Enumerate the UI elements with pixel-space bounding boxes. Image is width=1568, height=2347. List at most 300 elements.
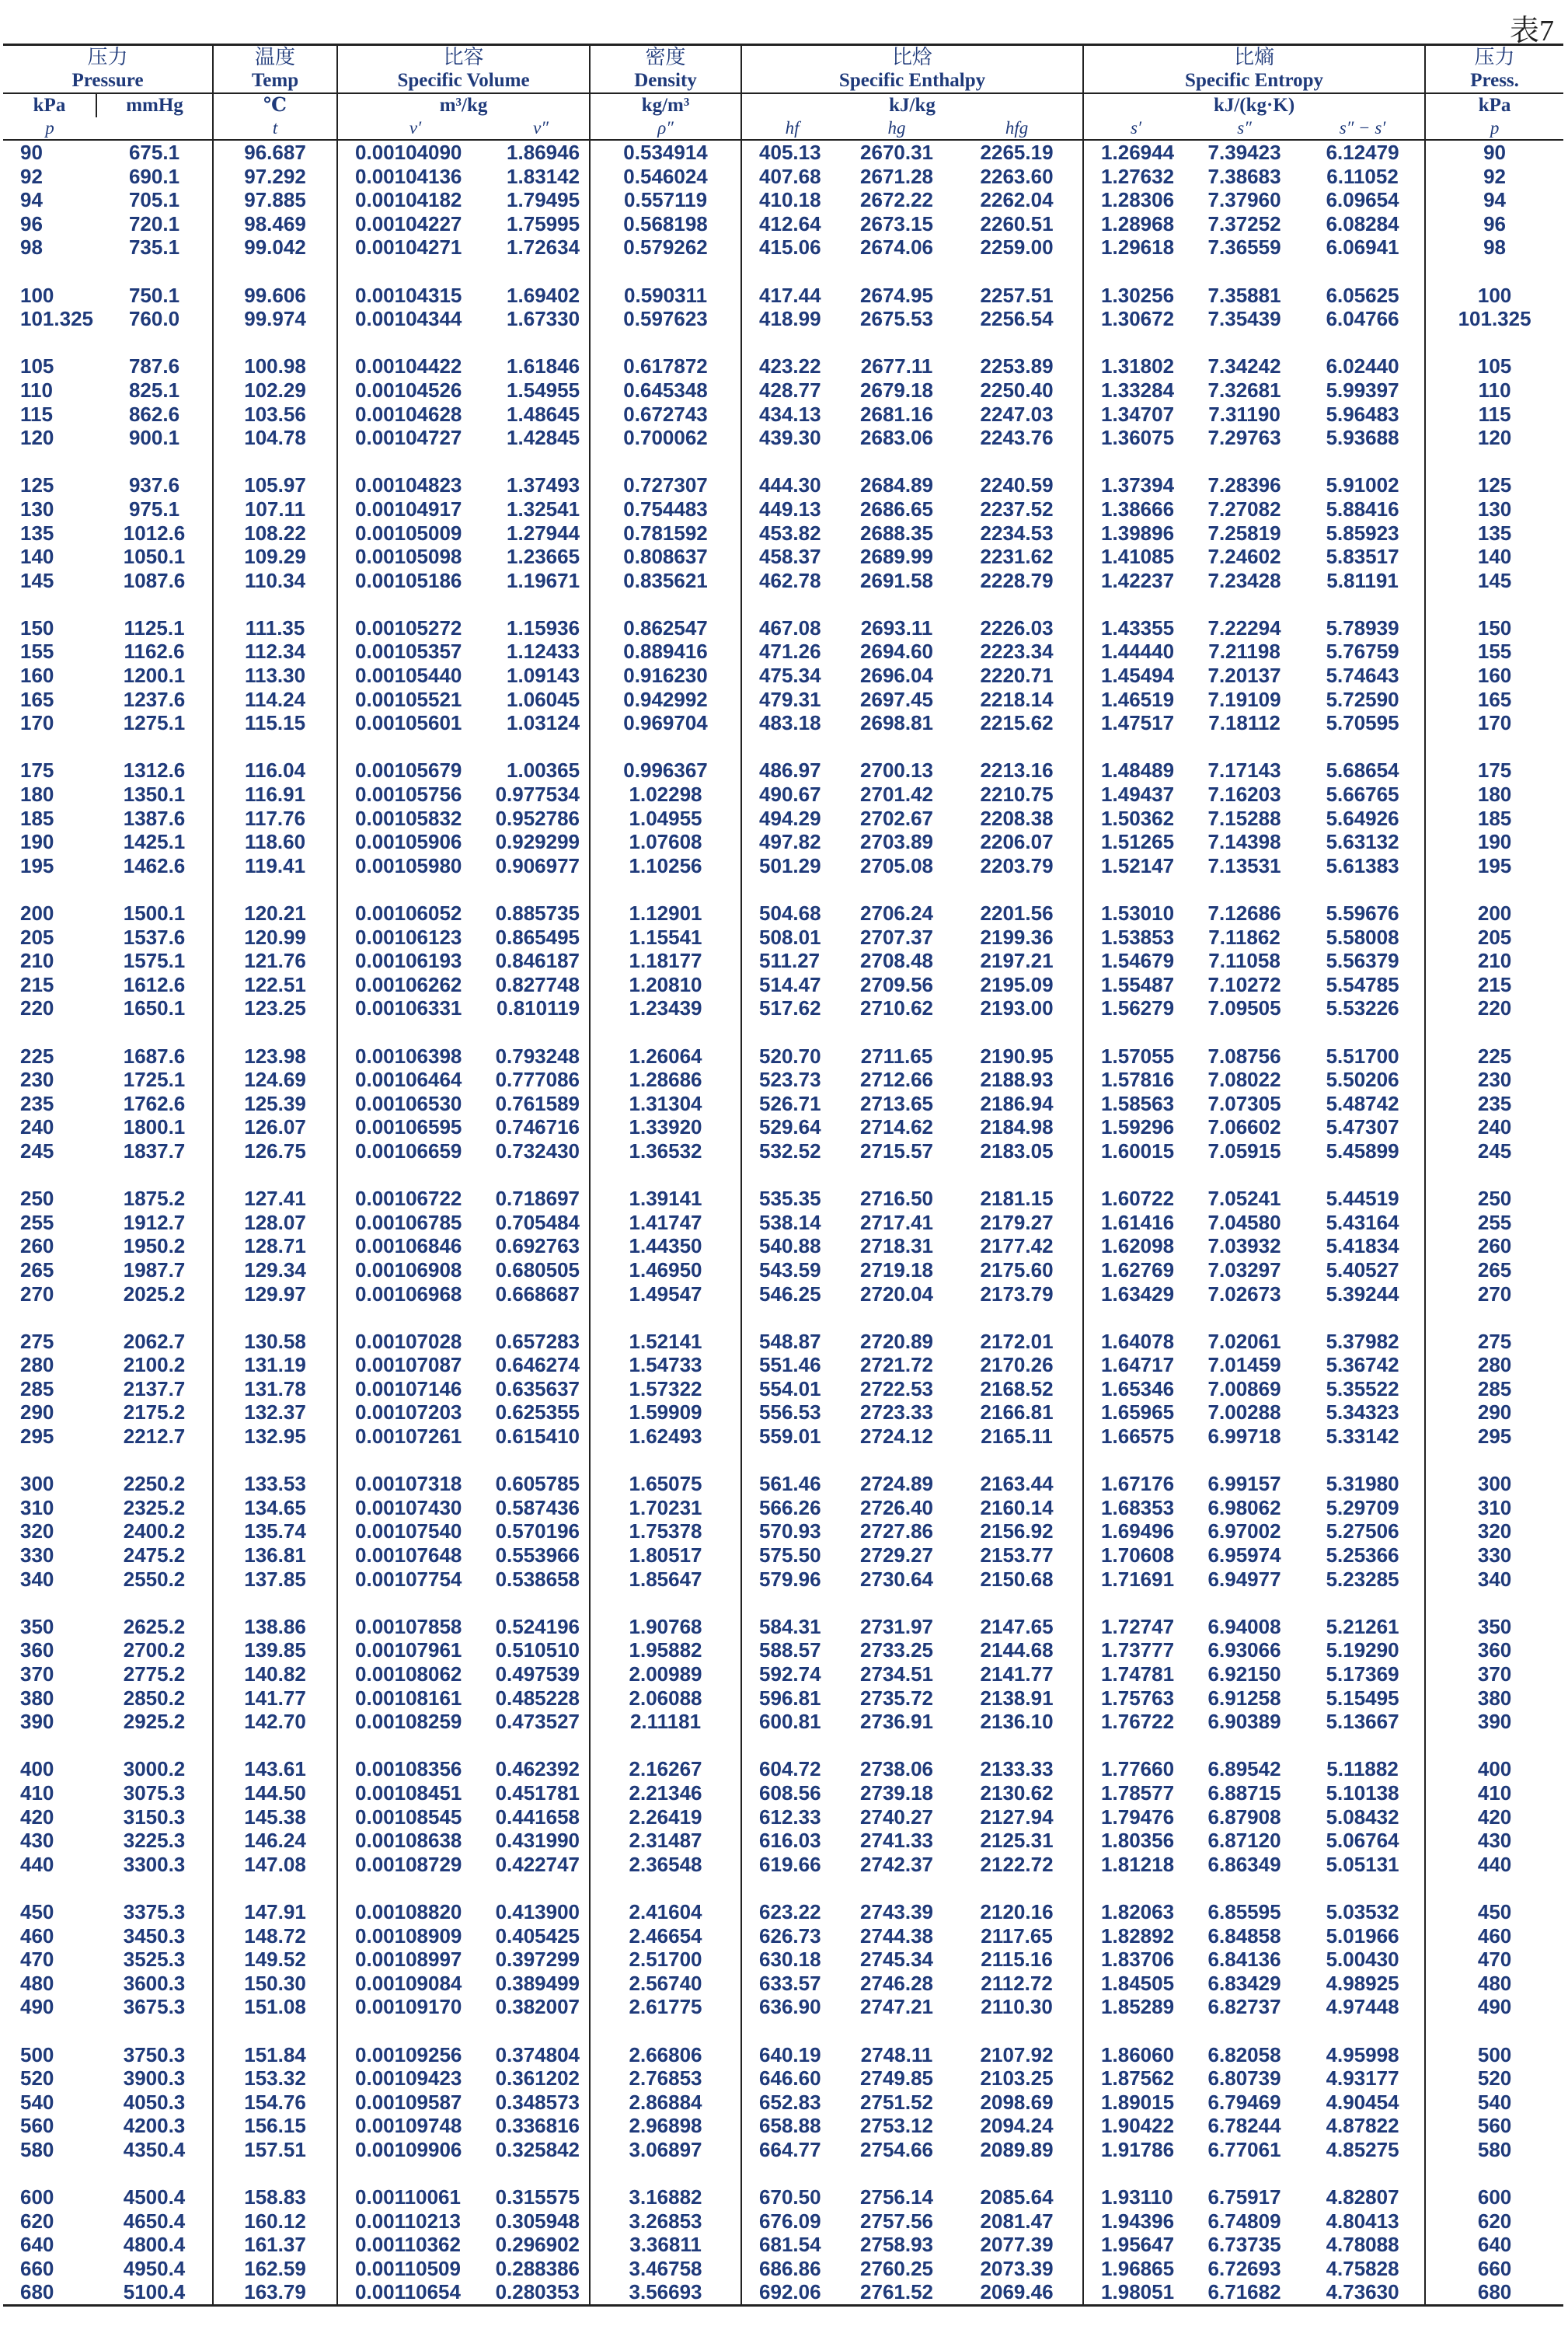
spacer-cell bbox=[493, 1591, 590, 1615]
spacer-cell bbox=[1301, 1876, 1425, 1900]
table-cell: 0.538658 bbox=[493, 1568, 590, 1592]
table-cell: 5.33142 bbox=[1301, 1425, 1425, 1449]
spacer-cell bbox=[1425, 1449, 1563, 1473]
table-cell: 5.59676 bbox=[1301, 901, 1425, 926]
header-group-en: Specific Volume bbox=[337, 69, 590, 93]
table-cell: 1.57055 bbox=[1101, 1044, 1175, 1068]
table-cell: 6.11052 bbox=[1301, 165, 1425, 189]
table-cell: 623.22 bbox=[759, 1899, 821, 1923]
table-cell: 1.10256 bbox=[590, 854, 741, 878]
table-cell: 1.63429 bbox=[1101, 1282, 1175, 1306]
table-cell: 0.397299 bbox=[493, 1948, 590, 1972]
spacer-cell bbox=[1301, 592, 1425, 616]
table-cell: 720.1 bbox=[96, 212, 213, 236]
table-cell: 480 bbox=[20, 1971, 54, 1995]
table-cell: 260 bbox=[20, 1234, 54, 1258]
spacer-cell bbox=[741, 1306, 842, 1330]
table-cell: 2713.65 bbox=[860, 1091, 934, 1115]
table-cell: 1837.7 bbox=[96, 1139, 213, 1163]
spacer-cell bbox=[951, 1163, 1083, 1187]
table-cell: 2684.89 bbox=[860, 473, 934, 497]
table-cell: 128.71 bbox=[213, 1234, 337, 1258]
table-cell: 2730.64 bbox=[860, 1567, 934, 1591]
table-cell: 600.81 bbox=[759, 1710, 821, 1734]
table-row bbox=[3, 949, 1563, 973]
table-cell: 1.73777 bbox=[1101, 1638, 1175, 1662]
spacer-cell bbox=[213, 1591, 337, 1615]
table-cell: 0.00104271 bbox=[355, 235, 462, 260]
table-cell: 2734.51 bbox=[860, 1662, 934, 1686]
table-cell: 3900.3 bbox=[96, 2066, 213, 2091]
table-cell: 633.57 bbox=[759, 1971, 821, 1995]
table-cell: 2259.00 bbox=[951, 235, 1083, 260]
table-cell: 1.79495 bbox=[493, 188, 590, 212]
table-cell: 0.00108356 bbox=[355, 1757, 462, 1781]
table-cell: 1.27632 bbox=[1101, 164, 1175, 188]
spacer-cell bbox=[590, 2019, 741, 2043]
table-cell: 2.21346 bbox=[590, 1781, 741, 1805]
table-row bbox=[3, 2257, 1563, 2281]
table-cell: 7.11862 bbox=[1208, 925, 1281, 949]
table-cell: 4500.4 bbox=[96, 2185, 213, 2209]
table-row bbox=[3, 1972, 1563, 1996]
table-cell: 2703.89 bbox=[860, 830, 934, 854]
table-cell: 205 bbox=[1477, 925, 1512, 949]
table-cell: 0.00106968 bbox=[355, 1282, 462, 1306]
table-cell: 0.885735 bbox=[493, 901, 590, 926]
table-cell: 2181.15 bbox=[951, 1187, 1083, 1211]
table-cell: 140 bbox=[1477, 545, 1512, 569]
table-cell: 1.82892 bbox=[1101, 1923, 1175, 1948]
table-cell: 3000.2 bbox=[96, 1757, 213, 1781]
spacer-cell bbox=[951, 1591, 1083, 1615]
table-cell: 6.90389 bbox=[1207, 1710, 1281, 1734]
table-cell: 6.84858 bbox=[1207, 1923, 1281, 1948]
table-cell: 120 bbox=[1477, 426, 1512, 450]
table-cell: 2731.97 bbox=[860, 1614, 934, 1638]
table-cell: 340 bbox=[20, 1567, 54, 1591]
table-row bbox=[3, 545, 1563, 569]
table-cell: 1.39141 bbox=[590, 1187, 741, 1211]
table-cell: 5.29709 bbox=[1301, 1496, 1425, 1520]
spacer-cell bbox=[337, 1306, 493, 1330]
table-cell: 92 bbox=[20, 164, 43, 188]
table-cell: 370 bbox=[1477, 1662, 1512, 1686]
table-cell: 511.27 bbox=[759, 949, 821, 973]
table-cell: 439.30 bbox=[759, 426, 821, 450]
table-cell: 1.76722 bbox=[1101, 1710, 1175, 1734]
spacer-cell bbox=[96, 1306, 213, 1330]
table-cell: 0.382007 bbox=[493, 1995, 590, 2019]
table-cell: 636.90 bbox=[759, 1995, 821, 2019]
table-cell: 600 bbox=[1477, 2185, 1512, 2209]
table-cell: 1.59296 bbox=[1101, 1115, 1175, 1139]
table-cell: 0.389499 bbox=[493, 1972, 590, 1996]
table-cell: 0.00109748 bbox=[355, 2114, 462, 2138]
table-cell: 215 bbox=[20, 972, 54, 996]
table-cell: 185 bbox=[20, 806, 54, 830]
group-spacer bbox=[3, 450, 1563, 474]
spacer-cell bbox=[951, 877, 1083, 901]
table-cell: 2.11181 bbox=[590, 1710, 741, 1734]
table-cell: 240 bbox=[1477, 1115, 1512, 1139]
table-cell: 630.18 bbox=[759, 1948, 821, 1972]
spacer-cell bbox=[1083, 735, 1188, 759]
table-cell: 360 bbox=[1477, 1638, 1512, 1662]
table-cell: 2150.68 bbox=[951, 1568, 1083, 1592]
table-cell: 225 bbox=[1477, 1044, 1512, 1068]
table-cell: 7.24602 bbox=[1207, 545, 1281, 569]
table-cell: 149.52 bbox=[213, 1948, 337, 1972]
table-cell: 163.79 bbox=[213, 2280, 337, 2305]
table-cell: 148.72 bbox=[213, 1924, 337, 1948]
spacer-cell bbox=[3, 260, 96, 284]
table-cell: 350 bbox=[1477, 1614, 1512, 1638]
table-cell: 517.62 bbox=[759, 996, 821, 1020]
table-cell: 160.12 bbox=[213, 2209, 337, 2234]
table-cell: 497.82 bbox=[759, 830, 821, 854]
table-cell: 1.53853 bbox=[1101, 925, 1175, 949]
spacer-cell bbox=[493, 1734, 590, 1758]
table-row bbox=[3, 1377, 1563, 1401]
header-unit: kg/m³ bbox=[590, 93, 741, 117]
spacer-cell bbox=[1188, 2019, 1301, 2043]
table-cell: 0.827748 bbox=[493, 973, 590, 997]
table-cell: 566.26 bbox=[759, 1495, 821, 1519]
table-cell: 0.00106193 bbox=[355, 949, 462, 973]
table-row bbox=[3, 1615, 1563, 1639]
group-spacer bbox=[3, 2161, 1563, 2185]
table-cell: 0.579262 bbox=[590, 235, 741, 260]
table-cell: 2025.2 bbox=[96, 1282, 213, 1306]
table-cell: 250 bbox=[1477, 1187, 1512, 1211]
table-cell: 2.66806 bbox=[590, 2043, 741, 2067]
table-cell: 1612.6 bbox=[96, 973, 213, 997]
table-cell: 504.68 bbox=[759, 901, 821, 925]
table-cell: 6.73735 bbox=[1207, 2233, 1281, 2257]
table-cell: 690.1 bbox=[96, 165, 213, 189]
table-cell: 449.13 bbox=[759, 497, 821, 521]
spacer-cell bbox=[1301, 1020, 1425, 1044]
table-cell: 2400.2 bbox=[96, 1519, 213, 1543]
table-cell: 0.00104727 bbox=[355, 426, 462, 450]
table-cell: 0.952786 bbox=[493, 807, 590, 831]
spacer-cell bbox=[951, 1734, 1083, 1758]
table-cell: 175 bbox=[1477, 759, 1512, 783]
table-cell: 7.32681 bbox=[1207, 378, 1281, 402]
header-symbol: v″ bbox=[493, 117, 590, 140]
table-cell: 2696.04 bbox=[860, 664, 934, 688]
table-cell: 1.37394 bbox=[1101, 473, 1175, 497]
spacer-cell bbox=[493, 1876, 590, 1900]
group-spacer bbox=[3, 1449, 1563, 1473]
spacer-cell bbox=[337, 260, 493, 284]
table-cell: 1.66575 bbox=[1101, 1425, 1175, 1449]
table-cell: 5.34323 bbox=[1301, 1400, 1425, 1425]
table-cell: 5.10138 bbox=[1301, 1781, 1425, 1805]
table-cell: 2175.2 bbox=[96, 1400, 213, 1425]
header-symbol: t bbox=[213, 117, 337, 140]
table-cell: 2719.18 bbox=[860, 1257, 934, 1282]
table-cell: 6.12479 bbox=[1301, 140, 1425, 165]
table-cell: 2166.81 bbox=[951, 1400, 1083, 1425]
table-cell: 2724.89 bbox=[860, 1472, 934, 1496]
table-row bbox=[3, 1568, 1563, 1592]
table-cell: 1012.6 bbox=[96, 521, 213, 546]
table-cell: 7.10272 bbox=[1207, 972, 1281, 996]
table-cell: 900.1 bbox=[96, 426, 213, 450]
table-cell: 1.72747 bbox=[1101, 1614, 1175, 1638]
table-row bbox=[3, 1662, 1563, 1686]
table-cell: 1987.7 bbox=[96, 1258, 213, 1282]
spacer-cell bbox=[1083, 331, 1188, 355]
spacer-cell bbox=[951, 592, 1083, 616]
table-cell: 0.668687 bbox=[493, 1282, 590, 1306]
table-cell: 619.66 bbox=[759, 1852, 821, 1876]
spacer-cell bbox=[951, 450, 1083, 474]
table-cell: 0.00109906 bbox=[355, 2137, 462, 2161]
table-cell: 90 bbox=[1483, 141, 1507, 164]
table-row bbox=[3, 1805, 1563, 1829]
table-cell: 135.74 bbox=[213, 1519, 337, 1543]
table-cell: 100.98 bbox=[213, 354, 337, 378]
spacer-cell bbox=[493, 260, 590, 284]
spacer-cell bbox=[493, 2019, 590, 2043]
table-cell: 612.33 bbox=[759, 1805, 821, 1829]
table-cell: 0.405425 bbox=[493, 1924, 590, 1948]
spacer-cell bbox=[590, 331, 741, 355]
table-cell: 529.64 bbox=[759, 1115, 821, 1139]
table-cell: 125.39 bbox=[213, 1092, 337, 1116]
table-cell: 0.00106398 bbox=[355, 1044, 462, 1068]
spacer-cell bbox=[741, 1449, 842, 1473]
spacer-cell bbox=[213, 877, 337, 901]
table-cell: 1.52141 bbox=[590, 1330, 741, 1354]
table-cell: 2089.89 bbox=[951, 2138, 1083, 2162]
table-cell: 1.00365 bbox=[493, 759, 590, 783]
table-cell: 1.02298 bbox=[590, 783, 741, 807]
table-cell: 1.80517 bbox=[590, 1543, 741, 1568]
table-cell: 130 bbox=[1477, 497, 1512, 521]
table-cell: 275 bbox=[1477, 1329, 1512, 1353]
table-cell: 575.50 bbox=[759, 1543, 821, 1568]
table-cell: 1.94396 bbox=[1101, 2209, 1175, 2233]
table-cell: 462.78 bbox=[759, 568, 821, 592]
spacer-cell bbox=[3, 2019, 96, 2043]
table-cell: 1.32541 bbox=[493, 497, 590, 521]
table-cell: 4200.3 bbox=[96, 2114, 213, 2138]
spacer-cell bbox=[1188, 1306, 1301, 1330]
table-cell: 7.35881 bbox=[1207, 283, 1281, 307]
table-cell: 540 bbox=[20, 2090, 54, 2114]
table-cell: 686.86 bbox=[759, 2256, 821, 2280]
table-cell: 0.315575 bbox=[493, 2185, 590, 2209]
table-cell: 6.84136 bbox=[1207, 1948, 1281, 1972]
table-row bbox=[3, 973, 1563, 997]
table-cell: 245 bbox=[20, 1139, 54, 1163]
table-cell: 285 bbox=[1477, 1376, 1512, 1400]
table-cell: 2705.08 bbox=[860, 853, 934, 877]
table-cell: 2708.48 bbox=[860, 949, 934, 973]
table-cell: 4.80413 bbox=[1301, 2209, 1425, 2234]
table-cell: 3.46758 bbox=[590, 2257, 741, 2281]
table-cell: 1.48645 bbox=[493, 403, 590, 427]
spacer-cell bbox=[96, 1876, 213, 1900]
table-cell: 1875.2 bbox=[96, 1187, 213, 1211]
table-cell: 3225.3 bbox=[96, 1829, 213, 1853]
table-cell: 160 bbox=[1477, 664, 1512, 688]
table-cell: 1.30256 bbox=[1101, 283, 1175, 307]
table-cell: 1.12901 bbox=[590, 901, 741, 926]
table-cell: 2077.39 bbox=[951, 2233, 1083, 2257]
table-cell: 112.34 bbox=[213, 640, 337, 664]
table-cell: 2103.25 bbox=[951, 2066, 1083, 2091]
table-cell: 681.54 bbox=[759, 2233, 821, 2257]
table-cell: 2475.2 bbox=[96, 1543, 213, 1568]
table-cell: 5.78939 bbox=[1301, 616, 1425, 640]
table-cell: 1.95882 bbox=[590, 1638, 741, 1662]
table-cell: 114.24 bbox=[213, 688, 337, 712]
table-cell: 120 bbox=[20, 426, 54, 450]
group-spacer bbox=[3, 1020, 1563, 1044]
table-cell: 2120.16 bbox=[951, 1900, 1083, 1924]
header-group-cn: 密度 bbox=[590, 45, 741, 70]
table-cell: 0.00104315 bbox=[355, 283, 462, 307]
table-cell: 430 bbox=[20, 1829, 54, 1853]
table-cell: 0.00106530 bbox=[355, 1091, 462, 1115]
table-row bbox=[3, 235, 1563, 260]
table-cell: 2683.06 bbox=[860, 426, 934, 450]
table-cell: 2.16267 bbox=[590, 1757, 741, 1781]
spacer-cell bbox=[96, 450, 213, 474]
header-group-en: Specific Enthalpy bbox=[741, 69, 1083, 93]
spacer-cell bbox=[493, 1163, 590, 1187]
header-group-en: Press. bbox=[1470, 70, 1519, 91]
header-unit: ℃ bbox=[213, 93, 337, 117]
spacer-cell bbox=[1425, 1306, 1563, 1330]
table-cell: 0.761589 bbox=[493, 1092, 590, 1116]
table-cell: 479.31 bbox=[759, 687, 821, 711]
table-cell: 0.00110213 bbox=[355, 2209, 461, 2233]
table-cell: 1312.6 bbox=[96, 759, 213, 783]
table-cell: 1.72634 bbox=[493, 235, 590, 260]
table-cell: 556.53 bbox=[759, 1400, 821, 1425]
table-cell: 1.42845 bbox=[493, 426, 590, 450]
table-cell: 467.08 bbox=[759, 616, 821, 640]
table-cell: 3600.3 bbox=[96, 1972, 213, 1996]
table-cell: 1912.7 bbox=[96, 1211, 213, 1235]
table-cell: 1.03124 bbox=[493, 711, 590, 735]
spacer-cell bbox=[1301, 2019, 1425, 2043]
table-cell: 5.99397 bbox=[1301, 378, 1425, 403]
table-cell: 0.00105440 bbox=[355, 664, 462, 688]
table-cell: 7.22294 bbox=[1207, 616, 1281, 640]
table-cell: 0.497539 bbox=[493, 1662, 590, 1686]
spacer-cell bbox=[213, 260, 337, 284]
table-cell: 0.732430 bbox=[493, 1139, 590, 1163]
table-cell: 3.36811 bbox=[590, 2233, 741, 2257]
table-cell: 123.98 bbox=[213, 1044, 337, 1069]
table-cell: 2265.19 bbox=[951, 140, 1083, 165]
table-cell: 523.73 bbox=[759, 1068, 821, 1092]
table-cell: 155 bbox=[20, 640, 54, 664]
table-cell: 6.75917 bbox=[1207, 2185, 1281, 2209]
table-row bbox=[3, 165, 1563, 189]
table-cell: 1.30672 bbox=[1101, 307, 1175, 331]
table-row bbox=[3, 616, 1563, 640]
table-cell: 1.48489 bbox=[1101, 759, 1175, 783]
spacer-cell bbox=[337, 1734, 493, 1758]
spacer-cell bbox=[3, 877, 96, 901]
table-cell: 2.51700 bbox=[590, 1948, 741, 1972]
table-cell: 5.17369 bbox=[1301, 1662, 1425, 1686]
table-cell: 151.84 bbox=[213, 2043, 337, 2067]
table-cell: 140.82 bbox=[213, 1662, 337, 1686]
table-cell: 230 bbox=[20, 1068, 54, 1092]
spacer-cell bbox=[951, 1306, 1083, 1330]
table-cell: 0.431990 bbox=[493, 1829, 590, 1853]
table-cell: 5.03532 bbox=[1301, 1900, 1425, 1924]
table-cell: 0.977534 bbox=[493, 783, 590, 807]
table-cell: 0.00104227 bbox=[355, 211, 462, 235]
table-cell: 2107.92 bbox=[951, 2043, 1083, 2067]
group-spacer bbox=[3, 1306, 1563, 1330]
table-cell: 7.25819 bbox=[1207, 521, 1281, 545]
table-cell: 2188.93 bbox=[951, 1068, 1083, 1092]
table-cell: 7.00869 bbox=[1207, 1376, 1281, 1400]
header-symbol: ρ″ bbox=[590, 117, 741, 140]
table-cell: 670.50 bbox=[759, 2185, 821, 2209]
spacer-cell bbox=[1083, 2019, 1188, 2043]
spacer-cell bbox=[842, 1449, 951, 1473]
table-cell: 99.974 bbox=[213, 307, 337, 331]
table-cell: 5.15495 bbox=[1301, 1686, 1425, 1711]
table-cell: 1.70608 bbox=[1101, 1543, 1175, 1568]
table-cell: 145 bbox=[20, 568, 54, 592]
table-cell: 2165.11 bbox=[951, 1425, 1083, 1449]
table-cell: 440 bbox=[20, 1852, 54, 1876]
spacer-cell bbox=[1425, 592, 1563, 616]
table-cell: 0.485228 bbox=[493, 1686, 590, 1711]
table-cell: 6.72693 bbox=[1207, 2256, 1281, 2280]
table-cell: 6.88715 bbox=[1207, 1780, 1281, 1805]
spacer-cell bbox=[1425, 450, 1563, 474]
table-cell: 1.49437 bbox=[1101, 783, 1175, 807]
table-cell: 410 bbox=[1477, 1780, 1512, 1805]
spacer-cell bbox=[741, 877, 842, 901]
spacer-cell bbox=[741, 1876, 842, 1900]
table-cell: 330 bbox=[20, 1543, 54, 1568]
table-cell: 0.00105186 bbox=[355, 568, 462, 592]
table-cell: 7.04580 bbox=[1207, 1210, 1281, 1234]
table-cell: 7.35439 bbox=[1207, 307, 1281, 331]
table-cell: 937.6 bbox=[96, 473, 213, 497]
spacer-cell bbox=[741, 1734, 842, 1758]
table-cell: 0.336816 bbox=[493, 2114, 590, 2138]
table-cell: 0.808637 bbox=[590, 545, 741, 569]
table-cell: 2625.2 bbox=[96, 1615, 213, 1639]
table-cell: 5100.4 bbox=[96, 2280, 213, 2305]
table-cell: 2240.59 bbox=[951, 473, 1083, 497]
table-cell: 548.87 bbox=[759, 1329, 821, 1353]
table-cell: 532.52 bbox=[759, 1139, 821, 1163]
table-cell: 100 bbox=[20, 283, 54, 307]
spacer-cell bbox=[3, 1449, 96, 1473]
table-cell: 0.00106785 bbox=[355, 1210, 462, 1234]
table-cell: 434.13 bbox=[759, 402, 821, 426]
table-cell: 98.469 bbox=[213, 212, 337, 236]
table-cell: 0.862547 bbox=[590, 616, 741, 640]
